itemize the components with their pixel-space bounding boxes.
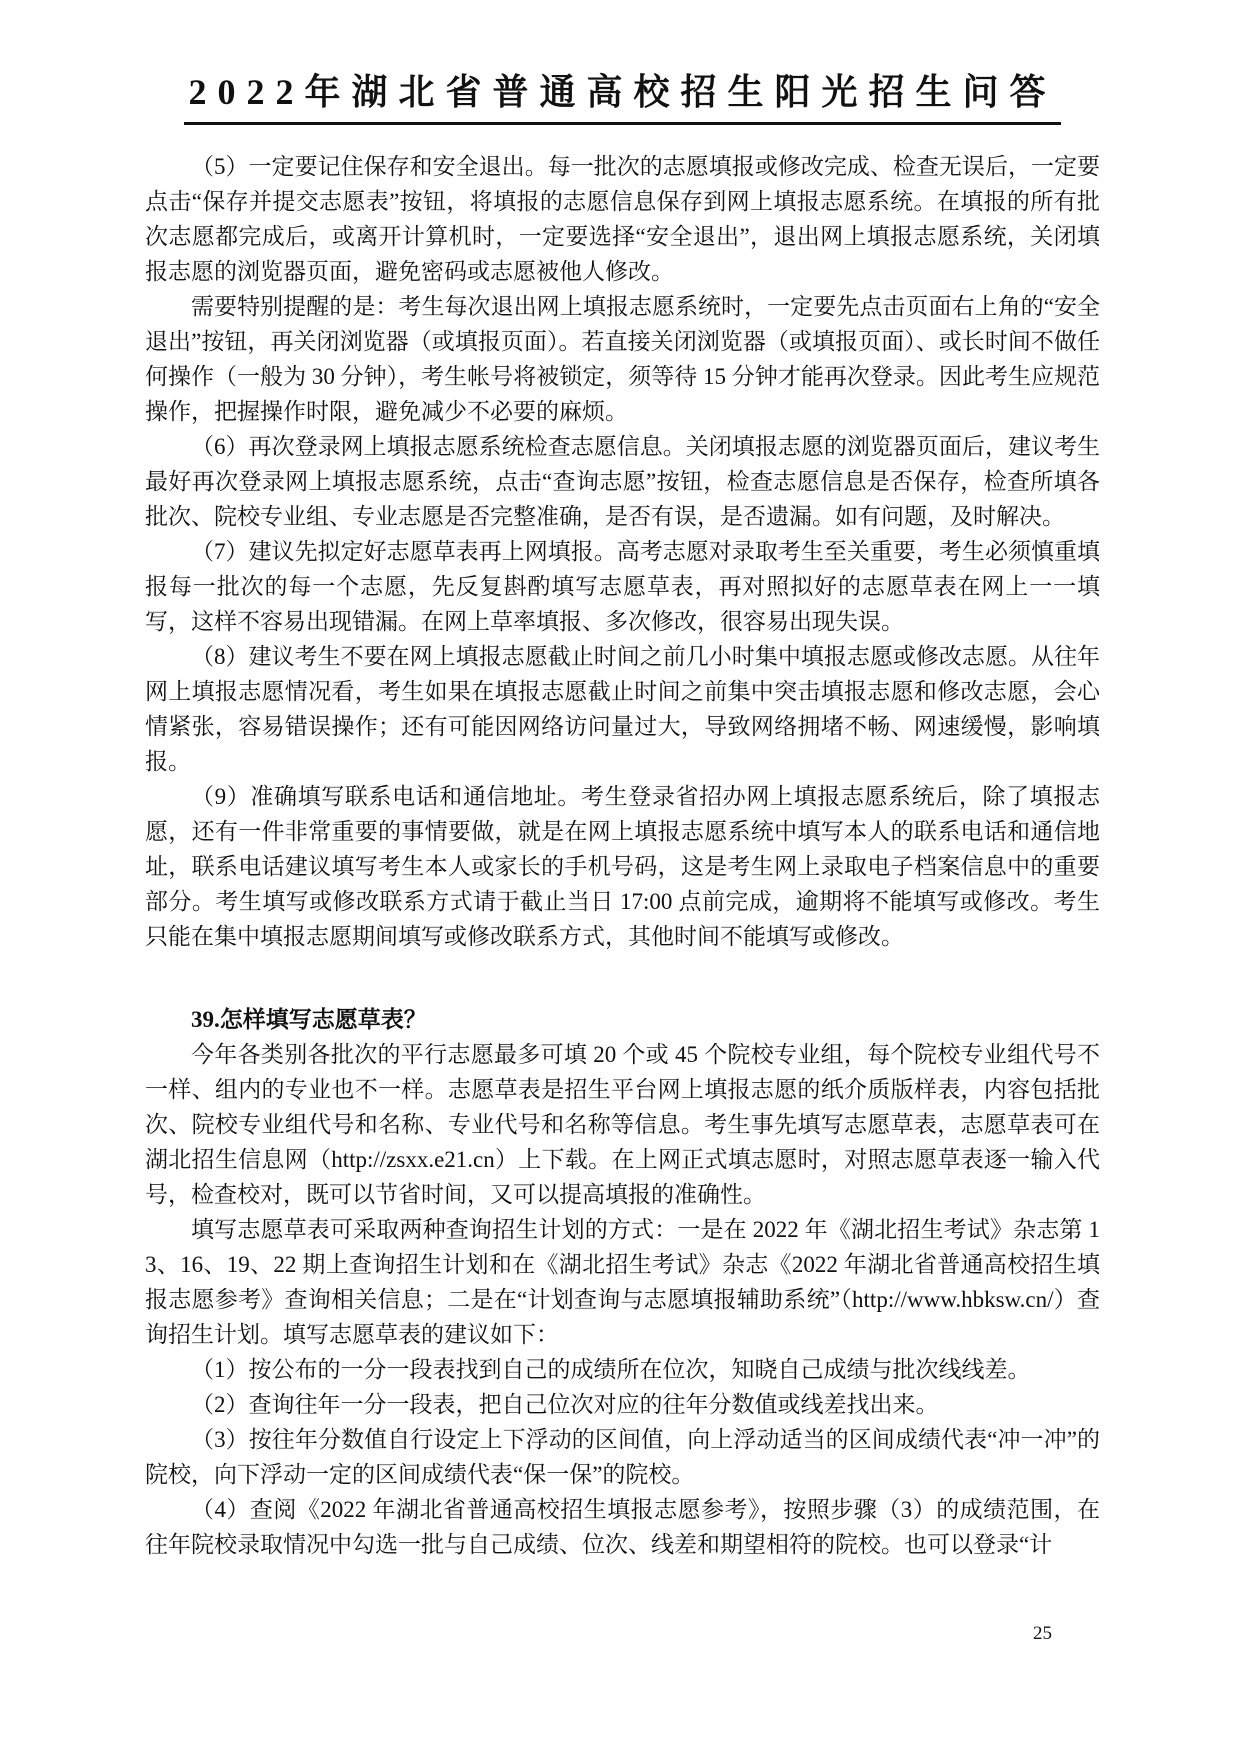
paragraph-special-reminder: 需要特别提醒的是：考生每次退出网上填报志愿系统时，一定要先点击页面右上角的“安全退出”按钮，再关闭浏览器（或填报页面）。若直接关闭浏览器（或填报页面）、或长时间不做任何操作（一般为 30 分钟），考生帐号将被锁定，须等待 15 分钟才能再次登录。因此考生应规范操作，把握操作时限，避免减少不必要的麻烦。 [145,294,1100,425]
page-header [145,72,1100,125]
document-body [145,149,1100,1562]
paragraph-tip-8: （8）建议考生不要在网上填报志愿截止时间之前几小时集中填报志愿或修改志愿。从往年网上填报志愿情况看，考生如果在填报志愿截止时间之前集中突击填报志愿和修改志愿，会心情紧张，容易错误操作；还有可能因网络访问量过大，导致网络拥堵不畅、网速缓慢，影响填报。 [145,644,1100,775]
document-title: 2022年湖北省普通高校招生阳光招生问答 [184,72,1060,125]
page-number: 25 [1033,1623,1052,1644]
paragraph-tip-6: （6）再次登录网上填报志愿系统检查志愿信息。关闭填报志愿的浏览器页面后，建议考生最好再次登录网上填报志愿系统，点击“查询志愿”按钮，检查志愿信息是否保存，检查所填各批次、院校专业组、专业志愿是否完整准确，是否有误，是否遗漏。如有问题，及时解决。 [145,434,1100,530]
paragraph-tip-5: （5）一定要记住保存和安全退出。每一批次的志愿填报或修改完成、检查无误后，一定要点击“保存并提交志愿表”按钮，将填报的志愿信息保存到网上填报志愿系统。在填报的所有批次志愿都完成后，或离开计算机时，一定要选择“安全退出”，退出网上填报志愿系统，关闭填报志愿的浏览器页面，避免密码或志愿被他人修改。 [145,154,1100,285]
paragraph-tip-7: （7）建议先拟定好志愿草表再上网填报。高考志愿对录取考生至关重要，考生必须慎重填报每一批次的每一个志愿，先反复斟酌填写志愿草表，再对照拟好的志愿草表在网上一一填写，这样不容易出现错漏。在网上草率填报、多次修改，很容易出现失误。 [145,539,1100,635]
paragraph-q39-step-2: （2）查询往年一分一段表，把自己位次对应的往年分数值或线差找出来。 [191,1392,939,1418]
paragraph-q39-step-3: （3）按往年分数值自行设定上下浮动的区间值，向上浮动适当的区间成绩代表“冲一冲”的院校，向下浮动一定的区间成绩代表“保一保”的院校。 [145,1427,1100,1488]
paragraph-tip-9: （9）准确填写联系电话和通信地址。考生登录省招办网上填报志愿系统后，除了填报志愿，还有一件非常重要的事情要做，就是在网上填报志愿系统中填写本人的联系电话和通信地址，联系电话建议填写考生本人或家长的手机号码，这是考生网上录取电子档案信息中的重要部分。考生填写或修改联系方式请于截止当日 17:00 点前完成，逾期将不能填写或修改。考生只能在集中填报志愿期间填写或修改联系方式，其他时间不能填写或修改。 [145,784,1100,950]
paragraph-q39-step-4: （4）查阅《2022 年湖北省普通高校招生填报志愿参考》，按照步骤（3）的成绩范围，在往年院校录取情况中勾选一批与自己成绩、位次、线差和期望相符的院校。也可以登录“计 [145,1497,1100,1558]
paragraph-q39-step-1: （1）按公布的一分一段表找到自己的成绩所在位次，知晓自己成绩与批次线线差。 [191,1357,1031,1383]
paragraph-q39-query-methods: 填写志愿草表可采取两种查询招生计划的方式：一是在 2022 年《湖北招生考试》杂志第 13、16、19、22 期上查询招生计划和在《湖北招生考试》杂志《2022 年湖北省普通高校招生填报志愿参考》查询相关信息；二是在“计划查询与志愿填报辅助系统”（http://www.hbksw.cn/）查询招生计划。填写志愿草表的建议如下： [145,1217,1100,1348]
question-39-heading: 39.怎样填写志愿草表？ [191,1007,427,1033]
paragraph-q39-overview: 今年各类别各批次的平行志愿最多可填 20 个或 45 个院校专业组，每个院校专业组代号不一样、组内的专业也不一样。志愿草表是招生平台网上填报志愿的纸介质版样表，内容包括批次、院校专业组代号和名称、专业代号和名称等信息。考生事先填写志愿草表，志愿草表可在湖北招生信息网（http://zsxx.e21.cn）上下载。在上网正式填志愿时，对照志愿草表逐一输入代号，检查校对，既可以节省时间，又可以提高填报的准确性。 [145,1042,1100,1208]
